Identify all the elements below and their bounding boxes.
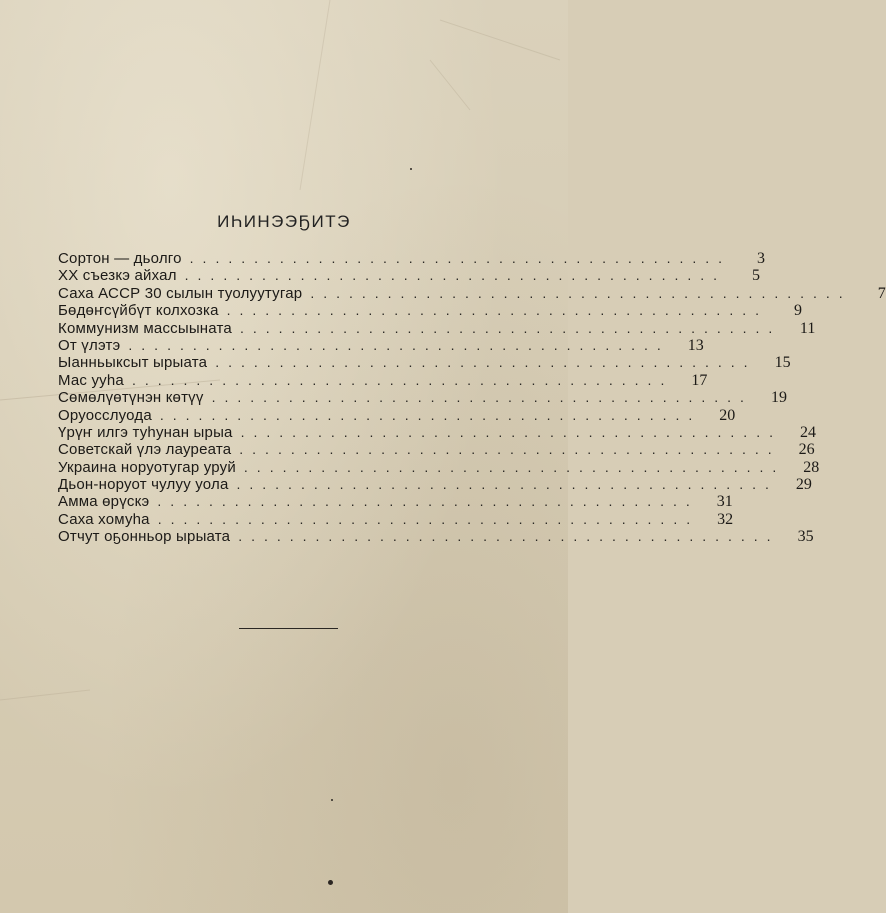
toc-entry (58, 354, 791, 372)
toc-entry (58, 510, 734, 528)
toc-entry-title: Саха АССР 30 сылын туолуутугар (58, 284, 303, 302)
toc-leader-dots: .......................................... (236, 476, 778, 493)
toc-entry-title: Оруосслуода (58, 406, 152, 424)
toc-entry-page: 28 (803, 458, 820, 476)
ink-speck (328, 880, 333, 885)
toc-list (58, 250, 886, 546)
toc-title: ИҺИНЭЭҔИТЭ (217, 212, 351, 231)
toc-leader-dots: .......................................... (157, 510, 700, 527)
toc-leader-dots: .......................................... (157, 493, 699, 510)
toc-entry-title: Үрүҥ илгэ туһунан ырыа (58, 423, 233, 441)
toc-entry (58, 528, 814, 546)
toc-leader-dots: .......................................... (226, 302, 768, 319)
toc-leader-dots: .......................................... (239, 319, 782, 336)
toc-entry (58, 302, 802, 320)
toc-entry-page: 24 (799, 423, 816, 441)
toc-leader-dots: .......................................... (131, 371, 674, 388)
ink-speck (410, 168, 412, 170)
toc-entry-title: Украина норуотугар уруй (58, 458, 236, 476)
toc-entry-page: 26 (798, 441, 815, 459)
ink-speck (331, 799, 333, 801)
toc-entry-title: Саха хомуһа (58, 510, 150, 528)
toc-entry-title: Ыанньыксыт ырыата (58, 354, 208, 372)
toc-leader-dots: .......................................... (310, 284, 852, 301)
toc-leader-dots: .......................................... (128, 336, 670, 353)
toc-entry-page: 3 (757, 250, 766, 267)
toc-entry (58, 406, 736, 424)
toc-entry-title: Сөмөлүөтүнэн көтүү (58, 389, 204, 407)
toc-entry (58, 250, 766, 267)
toc-entry (58, 458, 820, 476)
toc-leader-dots: .......................................... (215, 354, 757, 371)
toc-entry-title: От үлэтэ (58, 336, 121, 354)
toc-entry-title: Коммунизм массыыната (58, 319, 232, 337)
toc-entry (58, 284, 886, 302)
toc-entry-page: 11 (799, 319, 816, 337)
toc-entry-page: 9 (794, 302, 802, 320)
toc-entry-page: 17 (691, 371, 708, 389)
toc-leader-dots: .......................................... (189, 250, 732, 266)
toc-entry-page: 29 (795, 476, 812, 494)
toc-entry-title: ХХ съезкэ айхал (58, 267, 177, 285)
toc-entry-page: 31 (716, 493, 733, 511)
toc-entry (58, 371, 708, 389)
toc-leader-dots: .......................................... (240, 423, 782, 440)
toc-leader-dots: .......................................... (184, 267, 727, 284)
toc-entry-title: Мас ууһа (58, 371, 124, 389)
toc-entry-page: 5 (752, 267, 761, 285)
section-divider (239, 628, 338, 629)
toc-leader-dots: .......................................... (159, 406, 702, 423)
toc-entry (58, 319, 816, 337)
toc-leader-dots: .......................................... (243, 458, 786, 475)
toc-entry (58, 267, 761, 285)
toc-entry (58, 423, 816, 441)
toc-entry-title: Дьон-норуот чулуу уола (58, 476, 229, 494)
toc-entry-title: Советскай үлэ лауреата (58, 441, 232, 459)
toc-entry (58, 493, 733, 511)
toc-entry-title: Бөдөҥсүйбүт колхозка (58, 302, 219, 320)
toc-leader-dots: .......................................... (239, 441, 781, 458)
toc-entry-page: 15 (774, 354, 791, 372)
toc-entry-page: 32 (717, 510, 734, 528)
toc-leader-dots: .......................................... (238, 528, 780, 545)
toc-entry-page: 7 (877, 284, 886, 302)
toc-entry (58, 389, 787, 407)
toc-leader-dots: .......................................... (211, 389, 753, 406)
toc-entry (58, 441, 815, 459)
toc-entry (58, 476, 812, 494)
toc-entry-title: Отчут оҕонньор ырыата (58, 528, 231, 546)
toc-entry-page: 19 (770, 389, 787, 407)
toc-entry-page: 35 (797, 528, 814, 546)
toc-entry-page: 13 (687, 336, 704, 354)
toc-entry-page: 20 (719, 406, 736, 424)
toc-entry-title: Амма өрүскэ (58, 493, 150, 511)
toc-entry-title: Сортон — дьолго (58, 250, 182, 267)
toc-entry (58, 336, 704, 354)
